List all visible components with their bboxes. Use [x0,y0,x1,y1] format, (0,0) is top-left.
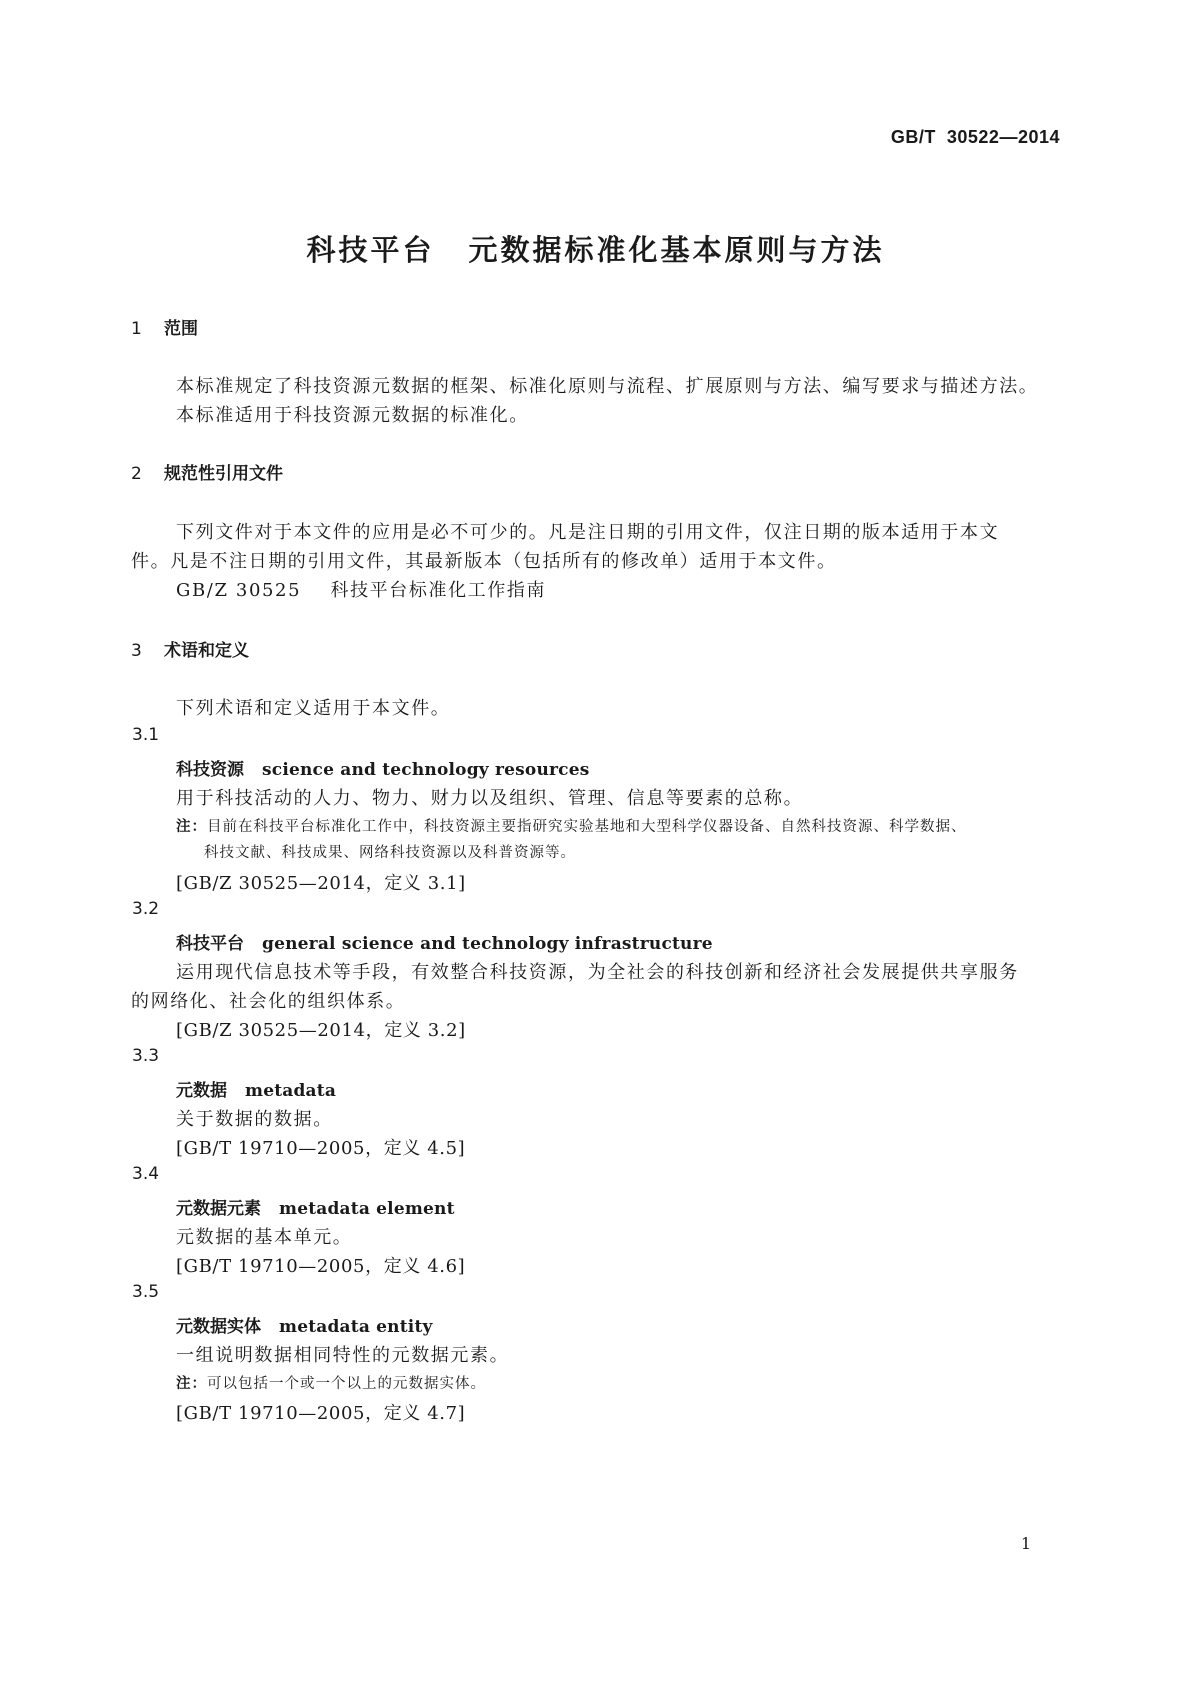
note-text: 可以包括一个或一个以上的元数据实体。 [207,1376,486,1392]
note-label: 注： [176,819,207,835]
references-paragraph-line-1: 下列文件对于本文件的应用是必不可少的。凡是注日期的引用文件，仅注日期的版本适用于本文 [176,522,1000,543]
title-part2: 元数据标准化基本原则与方法 [468,233,885,267]
term-definition: 元数据的基本单元。 [176,1227,353,1248]
term-number: 3.3 [132,1046,160,1066]
term-en: metadata element [279,1199,455,1219]
term-heading [176,1312,433,1337]
terms-intro: 下列术语和定义适用于本文件。 [176,698,451,719]
term-heading [176,929,713,954]
term-zh: 元数据实体 [176,1317,261,1337]
term-en: science and technology resources [262,760,590,780]
reference-code: GB/Z 30525 [176,580,302,601]
term-note-continued: 科技文献、科技成果、网络科技资源以及科普资源等。 [204,845,576,861]
term-source: [GB/T 19710—2005，定义 4.6] [176,1256,466,1277]
section-heading-scope [131,314,198,339]
term-number: 3.1 [132,725,160,745]
section-title: 规范性引用文件 [164,464,283,484]
scope-paragraph-1: 本标准规定了科技资源元数据的框架、标准化原则与流程、扩展原则与方法、编写要求与描述方法。 [176,376,1039,397]
term-source: [GB/Z 30525—2014，定义 3.2] [176,1020,466,1041]
section-title: 术语和定义 [164,641,249,661]
section-heading-terms [131,636,249,661]
term-heading [176,755,590,780]
note-text: 目前在科技平台标准化工作中，科技资源主要指研究实验基地和大型科学仪器设备、自然科技资源、科学数据、 [207,819,967,835]
term-note [176,1372,486,1393]
term-definition: 用于科技活动的人力、物力、财力以及组织、管理、信息等要素的总称。 [176,788,804,809]
section-number: 2 [131,464,142,484]
term-number: 3.4 [132,1164,160,1184]
section-title: 范围 [164,319,198,339]
document-title [0,228,1191,269]
section-heading-normative-references [131,459,283,484]
term-source: [GB/T 19710—2005，定义 4.7] [176,1403,466,1424]
standard-code-prefix: GB/T [890,127,936,147]
standard-code-number: 30522—2014 [946,127,1060,147]
term-zh: 元数据 [176,1081,227,1101]
term-zh: 元数据元素 [176,1199,261,1219]
term-zh: 科技资源 [176,760,244,780]
term-heading [176,1194,455,1219]
references-paragraph-line-2: 件。凡是不注日期的引用文件，其最新版本（包括所有的修改单）适用于本文件。 [131,551,837,572]
scope-paragraph-2: 本标准适用于科技资源元数据的标准化。 [176,405,529,426]
term-definition-line-2: 的网络化、社会化的组织体系。 [131,991,406,1012]
term-en: metadata [245,1081,337,1101]
reference-entry [176,576,546,602]
term-definition: 关于数据的数据。 [176,1109,333,1130]
term-heading [176,1076,336,1101]
page-number: 1 [1020,1534,1031,1553]
term-number: 3.5 [132,1282,160,1302]
term-number: 3.2 [132,899,160,919]
section-number: 3 [131,641,142,661]
section-number: 1 [131,319,142,339]
term-source: [GB/Z 30525—2014，定义 3.1] [176,873,466,894]
term-definition-line-1: 运用现代信息技术等手段，有效整合科技资源，为全社会的科技创新和经济社会发展提供共享服务 [176,962,1019,983]
reference-title: 科技平台标准化工作指南 [330,580,547,601]
term-en: metadata entity [279,1317,433,1337]
note-label: 注： [176,1376,207,1392]
term-definition: 一组说明数据相同特性的元数据元素。 [176,1345,510,1366]
term-note [176,815,967,836]
standard-code [891,127,1060,148]
term-zh: 科技平台 [176,934,244,954]
term-en: general science and technology infrastructure [262,934,713,954]
term-source: [GB/T 19710—2005，定义 4.5] [176,1138,466,1159]
title-part1: 科技平台 [306,233,435,267]
